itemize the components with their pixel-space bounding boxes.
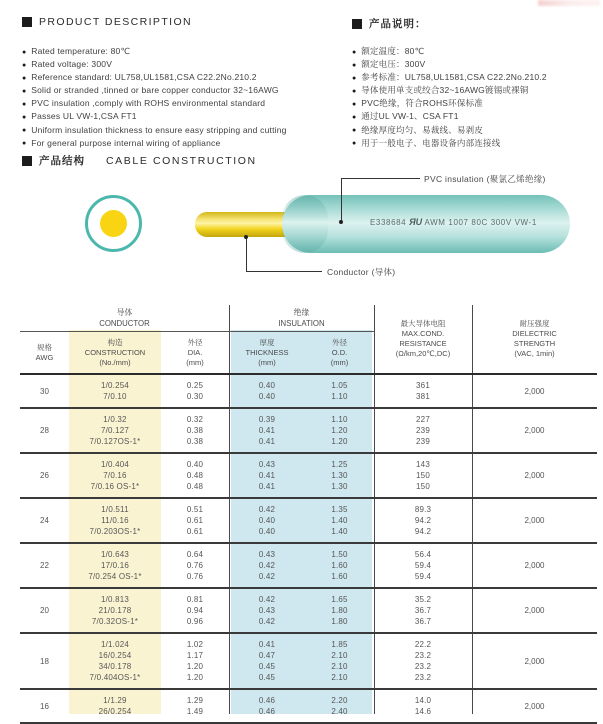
dia-cell: 0.64: [186, 550, 204, 559]
resistance-cell: 59.4: [414, 572, 432, 581]
bullet-item: [22, 99, 287, 109]
thickness-cell: 0.42: [258, 595, 276, 604]
bullet-text: 用于一般电子、电器设备内部连接线: [361, 137, 501, 148]
bullet-item: [352, 60, 547, 70]
resistance-cell: 361: [416, 381, 430, 390]
construction-line: [69, 571, 472, 582]
thickness-cell: 0.42: [258, 561, 276, 570]
thickness-cell: 0.43: [258, 606, 276, 615]
construction-line: [69, 695, 472, 706]
od-cell: 1.80: [331, 617, 348, 626]
od-cell: 1.25: [331, 460, 348, 469]
thickness-cell: 0.40: [258, 392, 276, 401]
specification-table: [20, 305, 597, 714]
od-cell: 1.30: [331, 482, 348, 491]
black-square-icon: [22, 156, 32, 166]
table-row: [20, 375, 597, 409]
resistance-cell: 239: [416, 437, 430, 446]
conductor-core: [100, 210, 127, 237]
resistance-cell: 150: [416, 482, 430, 491]
cable-print-text: [370, 217, 537, 227]
dia-cell: 0.30: [186, 392, 204, 401]
row-lines: [69, 375, 472, 407]
row-lines: [69, 690, 472, 722]
bullet-text: 额定温度：80℃: [361, 46, 425, 56]
dia-cell: 0.76: [186, 561, 204, 570]
od-cell: 1.30: [331, 471, 348, 480]
dia-cell: 0.38: [186, 426, 204, 435]
construction-cell: 7/0.16: [103, 471, 127, 480]
black-square-icon: [352, 19, 362, 29]
bullet-item: [352, 126, 547, 136]
construction-line: [69, 436, 472, 447]
resistance-cell: 239: [416, 426, 430, 435]
construction-line: [69, 425, 472, 436]
row-lines: [69, 499, 472, 542]
table-row: [20, 544, 597, 589]
od-cell: 1.40: [331, 527, 348, 536]
od-column-header: 外径 O.D. (mm): [330, 337, 349, 367]
thickness-cell: 0.47: [258, 651, 276, 660]
construction-cell: 7/0.16 OS-1*: [90, 482, 140, 491]
od-cell: 2.10: [331, 662, 348, 671]
thickness-cell: 0.41: [258, 640, 276, 649]
bullet-icon: ●: [352, 100, 357, 108]
od-cell: 2.40: [331, 707, 348, 716]
bullet-text: Uniform insulation thickness to ensure easy stripping and cutting: [31, 124, 287, 135]
row-lines: [69, 589, 472, 632]
table-row: [20, 409, 597, 454]
awg-cell: 16: [40, 701, 49, 711]
bullet-item: [22, 126, 287, 136]
product-description-list: [22, 47, 287, 152]
construction-cell: 17/0.16: [100, 561, 130, 570]
leader-line-horizontal: [246, 271, 322, 272]
dia-cell: 0.48: [186, 471, 204, 480]
thickness-column-header: 厚度 THICKNESS (mm): [245, 337, 289, 367]
row-lines: [69, 634, 472, 688]
construction-column-header: 构造 CONSTRUCTION (No./mm): [84, 337, 146, 367]
black-square-icon: [22, 17, 32, 27]
insulated-cable-body: [282, 195, 570, 253]
table-row: [20, 589, 597, 634]
dia-cell: 1.49: [186, 707, 204, 716]
resistance-cell: 227: [416, 415, 430, 424]
product-notes-title: 产品说明：: [369, 18, 427, 30]
construction-line: [69, 515, 472, 526]
dia-cell: 0.25: [186, 381, 204, 390]
awg-cell: 28: [40, 426, 49, 435]
od-cell: 1.85: [331, 640, 348, 649]
table-header: [20, 305, 597, 375]
awg-cell: 24: [40, 516, 49, 525]
bullet-icon: ●: [352, 87, 357, 95]
bullet-icon: ●: [22, 48, 27, 56]
thickness-cell: 0.41: [258, 426, 276, 435]
thickness-cell: 0.41: [258, 482, 276, 491]
table-row: [20, 634, 597, 690]
product-notes-list: [352, 47, 547, 152]
leader-line-vertical: [246, 238, 247, 272]
dia-column-header: 外径 DIA. (mm): [186, 337, 204, 367]
awg-column-header: 规格 AWG: [35, 342, 54, 362]
resistance-column-header: 最大导体电阻 MAX.COND. RESISTANCE (Ω/km,20℃,DC): [395, 319, 451, 358]
bullet-icon: ●: [22, 127, 27, 135]
bullet-icon: ●: [22, 74, 27, 82]
thickness-cell: 0.43: [258, 550, 276, 559]
conductor-label: Conductor (导体): [327, 267, 396, 277]
resistance-cell: 94.2: [414, 527, 432, 536]
dia-cell: 0.48: [186, 482, 204, 491]
thickness-cell: 0.40: [258, 381, 276, 390]
awg-cell: 20: [40, 606, 49, 615]
dielectric-cell: 2,000: [524, 656, 545, 666]
construction-cell: 1/0.813: [100, 595, 130, 604]
bullet-icon: ●: [352, 113, 357, 121]
bullet-icon: ●: [22, 61, 27, 69]
bullet-item: [22, 73, 287, 83]
bullet-icon: ●: [352, 48, 357, 56]
resistance-cell: 23.2: [414, 662, 432, 671]
cable-cross-section: [85, 195, 142, 252]
table-row: [20, 454, 597, 499]
awg-cell: 26: [40, 471, 49, 480]
dielectric-cell: 2,000: [524, 386, 545, 396]
bullet-item: [352, 73, 547, 83]
thickness-cell: 0.42: [258, 572, 276, 581]
bullet-text: 参考标准：UL758,UL1581,CSA C22.2No.210.2: [361, 72, 547, 83]
dielectric-cell: 2,000: [524, 426, 545, 435]
awg-cell: 18: [40, 656, 49, 666]
construction-cell: 1/0.643: [100, 550, 130, 559]
dia-cell: 0.61: [186, 527, 204, 536]
bullet-text: 额定电压：300V: [361, 59, 426, 70]
bullet-item: [22, 60, 287, 70]
bullet-text: For general purpose internal wiring of appliance: [31, 137, 221, 148]
construction-line: [69, 605, 472, 616]
logo-remnant: [538, 0, 600, 6]
construction-line: [69, 594, 472, 605]
construction-cell: 7/0.203OS-1*: [89, 527, 141, 536]
thickness-cell: 0.42: [258, 617, 276, 626]
construction-line: [69, 526, 472, 537]
od-cell: 1.65: [331, 595, 348, 604]
bullet-text: Rated temperature: 80℃: [31, 46, 131, 56]
subheader-row: [20, 332, 374, 373]
cable-construction-header: [22, 153, 257, 168]
construction-line: [69, 650, 472, 661]
insulation-group-header: 绝缘 INSULATION: [278, 308, 325, 328]
leader-line-vertical: [341, 178, 342, 222]
bullet-icon: ●: [352, 140, 357, 148]
dia-cell: 1.20: [186, 673, 204, 682]
od-cell: 1.50: [331, 550, 348, 559]
od-cell: 1.10: [331, 415, 348, 424]
dielectric-column-header: 耐压强度 DIELECTRIC STRENGTH (VAC, 1min): [512, 319, 557, 358]
bullet-item: [352, 139, 547, 149]
od-cell: 1.80: [331, 606, 348, 615]
construction-cell: 11/0.16: [101, 516, 129, 525]
od-cell: 1.05: [331, 381, 348, 390]
awg-cell: 22: [40, 561, 49, 570]
construction-line: [69, 616, 472, 627]
thickness-cell: 0.45: [258, 673, 276, 682]
od-cell: 1.10: [331, 392, 348, 401]
construction-line: [69, 706, 472, 717]
dielectric-cell: 2,000: [524, 606, 545, 615]
construction-line: [69, 380, 472, 391]
bullet-item: [352, 99, 547, 109]
construction-line: [69, 481, 472, 492]
bullet-icon: ●: [22, 140, 27, 148]
resistance-cell: 14.6: [414, 707, 432, 716]
resistance-cell: 381: [416, 392, 430, 401]
construction-line: [69, 391, 472, 402]
bullet-item: [352, 47, 547, 57]
construction-line: [69, 639, 472, 650]
construction-cell: 1/0.404: [100, 460, 130, 469]
thickness-cell: 0.41: [258, 437, 276, 446]
leader-line-horizontal: [341, 178, 420, 179]
thickness-cell: 0.46: [258, 707, 276, 716]
bullet-item: [352, 86, 547, 96]
dia-cell: 0.76: [186, 572, 204, 581]
thickness-cell: 0.46: [258, 696, 276, 705]
thickness-cell: 0.40: [258, 516, 276, 525]
construction-cell: 16/0.254: [98, 651, 132, 660]
cable-construction-title-en: CABLE CONSTRUCTION: [106, 154, 257, 167]
dia-cell: 0.38: [186, 437, 204, 446]
dia-cell: 0.96: [186, 617, 204, 626]
dielectric-cell: 2,000: [524, 561, 545, 570]
dia-cell: 0.32: [186, 415, 204, 424]
bullet-text: Rated voltage: 300V: [31, 59, 113, 70]
construction-cell: 1/0.511: [101, 505, 129, 514]
construction-line: [69, 414, 472, 425]
thickness-cell: 0.42: [258, 505, 276, 514]
construction-line: [69, 470, 472, 481]
resistance-cell: 23.2: [414, 673, 432, 682]
bullet-text: PVC insulation ,comply with ROHS environmental standard: [31, 98, 266, 109]
bullet-text: Reference standard: UL758,UL1581,CSA C22.2No.210.2: [31, 72, 257, 83]
construction-line: [69, 549, 472, 560]
resistance-cell: 14.0: [414, 696, 432, 705]
resistance-cell: 35.2: [414, 595, 432, 604]
leader-dot: [244, 235, 248, 239]
dielectric-cell: 2,000: [524, 701, 545, 711]
resistance-cell: 23.2: [414, 651, 432, 660]
construction-cell: 1/0.254: [100, 381, 130, 390]
construction-line: [69, 459, 472, 470]
od-cell: 1.40: [331, 516, 348, 525]
resistance-cell: 22.2: [414, 640, 432, 649]
od-cell: 1.60: [331, 561, 348, 570]
awg-cell: 30: [40, 386, 49, 396]
table-body: [20, 375, 597, 724]
construction-cell: 7/0.10: [103, 392, 127, 401]
construction-cell: 7/0.254 OS-1*: [88, 572, 142, 581]
od-cell: 1.20: [331, 437, 348, 446]
thickness-cell: 0.39: [258, 415, 276, 424]
product-notes-header: [352, 16, 427, 31]
thickness-cell: 0.41: [258, 471, 276, 480]
cable-construction-title-cn: 产品结构: [39, 155, 85, 167]
construction-cell: 7/0.127: [100, 426, 130, 435]
dia-cell: 0.51: [186, 505, 204, 514]
thickness-cell: 0.40: [258, 527, 276, 536]
bullet-text: Passes UL VW-1,CSA FT1: [31, 111, 137, 122]
od-cell: 1.20: [331, 426, 348, 435]
product-description-header: [22, 16, 192, 28]
od-cell: 1.60: [331, 572, 348, 581]
product-description-title: PRODUCT DESCRIPTION: [39, 16, 192, 28]
bullet-item: [22, 86, 287, 96]
thickness-cell: 0.45: [258, 662, 276, 671]
conductor-group-header: 导体 CONDUCTOR: [99, 308, 150, 328]
resistance-cell: 89.3: [414, 505, 432, 514]
bullet-icon: ●: [22, 87, 27, 95]
insulation-label: PVC insulation (聚氯乙烯绝缘): [424, 174, 546, 184]
bullet-text: 绝缘厚度均匀、易裁线、易剥皮: [361, 124, 484, 135]
bullet-icon: ●: [352, 74, 357, 82]
ul-recognized-icon: ЯU: [409, 217, 423, 227]
construction-cell: 7/0.32OS-1*: [91, 617, 139, 626]
dia-cell: 1.17: [186, 651, 204, 660]
bullet-text: 导体使用单支或绞合32~16AWG镀锡或裸铜: [361, 85, 529, 96]
bullet-icon: ●: [22, 113, 27, 121]
bullet-item: [22, 139, 287, 149]
dielectric-cell: 2,000: [524, 516, 545, 525]
thickness-cell: 0.43: [258, 460, 276, 469]
cable-spec-text: AWM 1007 80C 300V VW-1: [424, 218, 537, 227]
dia-cell: 0.81: [186, 595, 204, 604]
dia-cell: 0.94: [186, 606, 204, 615]
resistance-cell: 56.4: [414, 550, 432, 559]
row-lines: [69, 544, 472, 587]
bullet-item: [22, 112, 287, 122]
resistance-cell: 59.4: [414, 561, 432, 570]
bullet-icon: ●: [352, 127, 357, 135]
construction-cell: 1/0.32: [103, 415, 127, 424]
bullet-icon: ●: [352, 61, 357, 69]
construction-cell: 21/0.178: [98, 606, 132, 615]
resistance-cell: 36.7: [414, 617, 432, 626]
od-cell: 2.20: [331, 696, 348, 705]
dielectric-cell: 2,000: [524, 471, 545, 480]
bullet-item: [22, 47, 287, 57]
row-lines: [69, 409, 472, 452]
od-cell: 1.35: [331, 505, 348, 514]
construction-cell: 7/0.404OS-1*: [89, 673, 141, 682]
construction-cell: 34/0.178: [98, 662, 132, 671]
construction-line: [69, 504, 472, 515]
bullet-item: [352, 112, 547, 122]
bullet-icon: ●: [22, 100, 27, 108]
dia-cell: 0.40: [186, 460, 204, 469]
construction-cell: 7/0.127OS-1*: [89, 437, 141, 446]
resistance-cell: 36.7: [414, 606, 432, 615]
bullet-text: 通过UL VW-1、CSA FT1: [361, 111, 459, 122]
dia-cell: 1.29: [186, 696, 204, 705]
ul-file-number: E338684: [370, 218, 407, 227]
construction-line: [69, 672, 472, 683]
bullet-text: PVC绝缘，符合ROHS环保标准: [361, 98, 483, 109]
dia-cell: 1.02: [186, 640, 204, 649]
construction-cell: 1/1.024: [100, 640, 130, 649]
table-row: [20, 690, 597, 724]
dia-cell: 1.20: [186, 662, 204, 671]
resistance-cell: 94.2: [414, 516, 432, 525]
od-cell: 2.10: [331, 673, 348, 682]
resistance-cell: 150: [416, 471, 430, 480]
leader-dot: [339, 220, 343, 224]
bullet-text: Solid or stranded ,tinned or bare copper conductor 32~16AWG: [31, 85, 279, 96]
construction-cell: 26/0.254: [98, 707, 132, 716]
resistance-cell: 143: [416, 460, 430, 469]
row-lines: [69, 454, 472, 497]
construction-line: [69, 560, 472, 571]
construction-cell: 1/1.29: [103, 696, 127, 705]
table-row: [20, 499, 597, 544]
od-cell: 2.10: [331, 651, 348, 660]
construction-line: [69, 661, 472, 672]
dia-cell: 0.61: [186, 516, 204, 525]
